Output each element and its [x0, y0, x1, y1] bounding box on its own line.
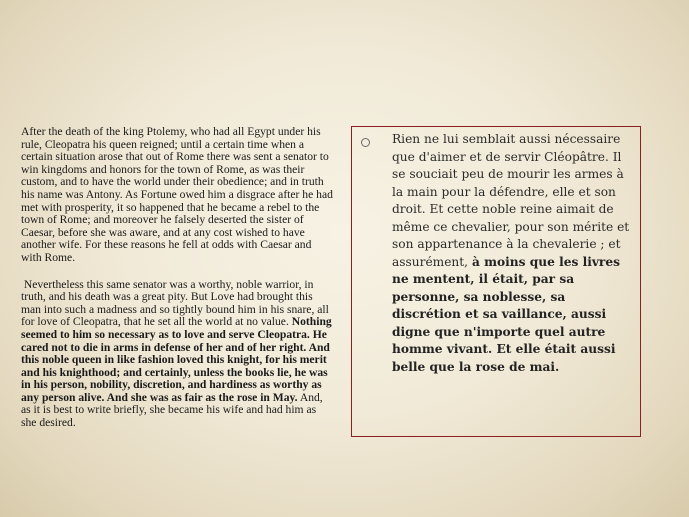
english-paragraph-2-plain: Nevertheless this same senator was a worthy, noble warrior, in truth, and his death was a great pity. But Love had brought this man into such a madness and so tightly bound him in his snare, all for love of Cleopatra, that he set all the world at no value.	[21, 277, 329, 329]
english-paragraph-1: After the death of the king Ptolemy, who had all Egypt under his rule, Cleopatra his queen reigned; until a certain time when a certain situation arose that out of Rome there was sent a senator to win kingdoms and honors for the town of Rome, as was their custom, and to have the world under their obedience; and in truth his name was Antony. As Fortune owed him a disgrace after he had met with prosperity, it so happened that he became a rebel to the town of Rome; and moreover he falsely deserted the sister of Caesar, before she was aware, and at any cost wished to have another wife. For these reasons he fell at odds with Caesar and with Rome.	[21, 125, 333, 264]
french-passage-bold: à moins que les livres ne mentent, il était, par sa personne, sa noblesse, sa discrétion et sa vaillance, aussi digne que n'importe quel autre homme vivant. Et elle était aussi belle que la rose de mai.	[392, 254, 620, 374]
bullet-circle-icon	[361, 138, 370, 147]
french-passage-box	[351, 126, 641, 437]
french-passage	[392, 131, 638, 376]
english-passage	[21, 126, 333, 430]
french-passage-plain: Rien ne lui semblait aussi nécessaire que d'aimer et de servir Cléopâtre. Il se souciait peu de mourir les armes à la main pour la défendre, elle et son droit. Et cette noble reine aimait de même ce chevalier, pour son mérite et son appartenance à la chevalerie ; et assurément,	[392, 132, 630, 269]
english-paragraph-2-end: And, as it is best to write briefly, she became his wife and had him as she desired.	[21, 390, 323, 430]
english-paragraph-2	[21, 279, 333, 430]
english-paragraph-2-bold: Nothing seemed to him so necessary as to love and serve Cleopatra. He cared not to die in arms in defense of her and of her right. And this noble queen in like fashion loved this knight, for his merit and his knighthood; and certainly, unless the books lie, he was in his person, nobility, discretion, and hardiness as worthy as any person alive. And she was as fair as the rose in May.	[21, 315, 332, 404]
